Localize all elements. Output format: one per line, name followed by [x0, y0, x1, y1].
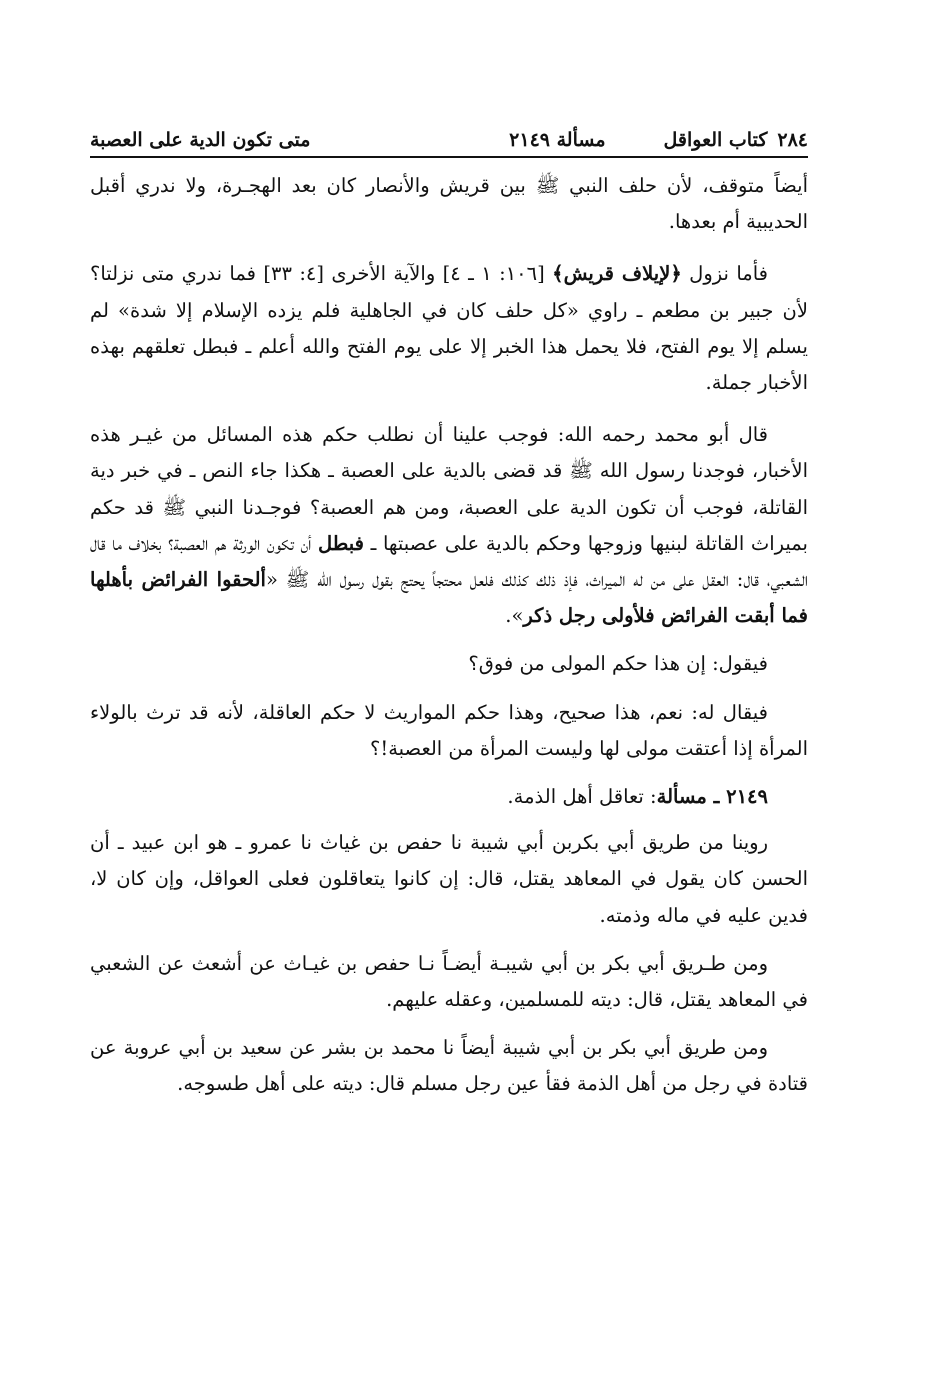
issue-heading: [90, 779, 808, 815]
paragraph-2: [90, 256, 808, 401]
paragraph-8: [90, 1030, 808, 1102]
text-segment: ».: [505, 604, 524, 628]
issue-label: مسألة ٢١٤٩: [509, 129, 606, 151]
paragraph-4: [90, 646, 808, 682]
bold-text-segment: ﴿لإيلاف قريش﴾: [552, 262, 682, 286]
page-content: [90, 168, 808, 1103]
paragraph-6: [90, 825, 808, 934]
header-right-group: [509, 128, 808, 152]
paragraph-5: [90, 695, 808, 767]
text-segment: ومن طريق أبي بكر بن أبي شيبة أيضاً نا محمد بن بشر عن سعيد بن أبي عروبة عن قتادة في رجل من أهل الذمة فقأ عين رجل مسلم قال: ديته على أهل طسوجه.: [90, 1036, 808, 1096]
book-title: كتاب العواقل: [663, 129, 768, 151]
page-header: [90, 118, 808, 152]
bold-text-segment: فبطل: [318, 531, 364, 555]
text-segment: فيقول: إن هذا حكم المولى من فوق؟: [468, 652, 768, 676]
paragraph-7: [90, 946, 808, 1018]
text-segment: أن تكون الورثة هم العصبة؟ بخلاف ما قال الشعبي، قال: العقل على من له الميراث، فإذ ذلك كذلك فلعل محتجاً يحتج بقول رسول الله ﷺ «: [90, 531, 808, 592]
text-segment: قال أبو محمد رحمه الله: فوجب علينا أن نطلب حكم هذه المسائل من غيـر هذه الأخبار، فوجدنا رسول الله ﷺ قد قضى بالدية على العصبة ـ هكذا جاء النص ـ في خبر دية القاتلة، فوجب أن تكون الدية على العصبة، ومن هم العصبة؟ فوجـدنا النبي ﷺ قد حكم بميراث القاتلة لبنيها وزوجها وحكم بالدية على عصبتها ـ: [90, 423, 808, 555]
paragraph-1: [90, 168, 808, 240]
text-segment: [١٠٦: ١ ـ ٤] والآية الأخرى [٤: ٣٣] فما ندري متى نزلتا؟ لأن جبير بن مطعم ـ راوي «كل حلف كان في الجاهلية فلم يزده الإسلام إلا شدة» لم يسلم إلا يوم الفتح، فلا يحمل هذا الخبر إلا على يوم الفتح والله أعلم ـ فبطل تعلقهم بهذه الأخبار جملة.: [90, 262, 808, 395]
paragraph-3: [90, 417, 808, 634]
bold-text-segment: ألحقوا الفرائض بأهلها فما أبقت الفرائض فلأولى رجل ذكر: [90, 568, 808, 628]
text-segment: فأما نزول: [681, 262, 768, 286]
document-page: [90, 118, 808, 1115]
text-segment: : تعاقل أهل الذمة.: [507, 785, 657, 809]
text-segment: أيضاً متوقف، لأن حلف النبي ﷺ بين قريش والأنصار كان بعد الهجـرة، ولا ندري أقبل الحديبية أم بعدها.: [90, 174, 808, 234]
text-segment: ومن طـريق أبي بكر بن أبي شيبـة أيضـاً نـا حفص بن غيـاث عن أشعث عن الشعبي في المعاهد يقتل، قال: ديته للمسلمين، وعقله عليهم.: [90, 951, 808, 1012]
text-segment: روينا من طريق أبي بكربن أبي شيبة نا حفص بن غياث نا عمرو ـ هو ابن عبيد ـ أن الحسن كان يقول في المعاهد يقتل، قال: إن كانوا يتعاقلون فعلى العواقل، وإن كان لا، فدين عليه في ماله وذمته.: [90, 831, 808, 927]
bold-text-segment: ٢١٤٩ ـ مسألة: [656, 785, 768, 809]
header-rule: [90, 156, 808, 158]
running-title: متى تكون الدية على العصبة: [90, 129, 311, 151]
text-segment: فيقال له: نعم، هذا صحيح، وهذا حكم المواريث لا حكم العاقلة، لأنه قد ترث بالولاء المرأة إذا أعتقت مولى لها وليست المرأة من العصبة!؟: [90, 700, 808, 760]
page-number: ٢٨٤: [777, 129, 808, 151]
